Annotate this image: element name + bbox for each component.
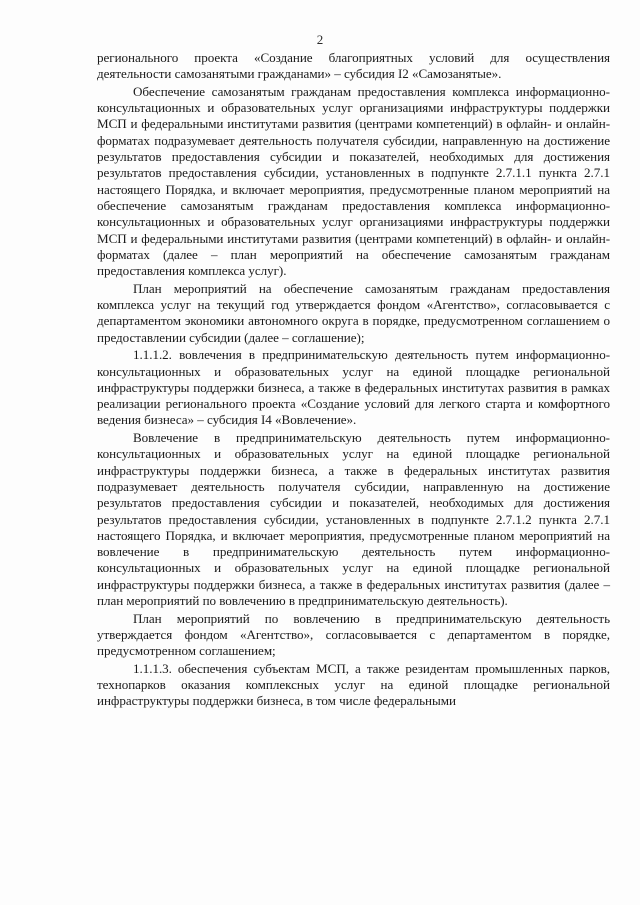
- paragraph-continuation: регионального проекта «Создание благоприятных условий для осуществления деятельности самозанятыми гражданами» – субсидия I2 «Самозанятые».: [97, 50, 610, 82]
- paragraph-involvement-description: Вовлечение в предпринимательскую деятельность путем информационно-консультационных и образовательных услуг на единой площадке региональной инфраструктуры поддержки бизнеса, а также в федеральных институтах развития подразумевает деятельность получателя субсидии, направленную на достижение результатов предоставления субсидии и показателей, необходимых для достижения результатов предоставления субсидии, установленных в подпункте 2.7.1.2 пункта 2.7.1 настоящего Порядка, и включает мероприятия, предусмотренные планом мероприятий на вовлечение в предпринимательскую деятельность путем информационно-консультационных и образовательных услуг на единой площадке региональной инфраструктуры поддержки бизнеса, а также в федеральных институтах развития (далее – план мероприятий по вовлечению в предпринимательскую деятельность).: [97, 430, 610, 608]
- paragraph-item-1-1-1-2: 1.1.1.2. вовлечения в предпринимательскую деятельность путем информационно-консультационных и образовательных услуг на единой площадке региональной инфраструктуры поддержки бизнеса, а также в федеральных институтах развития в рамках реализации регионального проекта «Создание условий для легкого старта и комфортного ведения бизнеса» – субсидия I4 «Вовлечение».: [97, 347, 610, 428]
- page-number: 2: [316, 32, 324, 47]
- paragraph-self-employed-support: Обеспечение самозанятым гражданам предоставления комплекса информационно-консультационных и образовательных услуг организациями инфраструктуры поддержки МСП и федеральными институтами развития (центрами компетенций) в офлайн- и онлайн-форматах подразумевает деятельность получателя субсидии, направленную на достижение результатов предоставления субсидии и показателей, необходимых для достижения результатов предоставления субсидии, установленных в подпункте 2.7.1.1 пункта 2.7.1 настоящего Порядка, и включает мероприятия, предусмотренные планом мероприятий на обеспечение самозанятым гражданам предоставления комплекса информационно-консультационных и образовательных услуг организациями инфраструктуры поддержки МСП и федеральными институтами развития (центрами компетенций) в офлайн- и онлайн-форматах (далее – план мероприятий на обеспечение самозанятым гражданам предоставления комплекса услуг).: [97, 83, 610, 279]
- paragraph-item-1-1-1-3: 1.1.1.3. обеспечения субъектам МСП, а также резидентам промышленных парков, технопарков оказания комплексных услуг на единой площадке региональной инфраструктуры поддержки бизнеса, в том числе федеральными: [97, 660, 610, 709]
- document-body: [97, 50, 610, 711]
- paragraph-involvement-plan-approval: План мероприятий по вовлечению в предпринимательскую деятельность утверждается фондом «Агентство», согласовывается с департаментом в порядке, предусмотренном соглашением;: [97, 610, 610, 659]
- paragraph-plan-approval: План мероприятий на обеспечение самозанятым гражданам предоставления комплекса услуг на текущий год утверждается фондом «Агентство», согласовывается с департаментом экономики автономного округа в порядке, предусмотренном соглашением о предоставлении субсидии (далее – соглашение);: [97, 280, 610, 345]
